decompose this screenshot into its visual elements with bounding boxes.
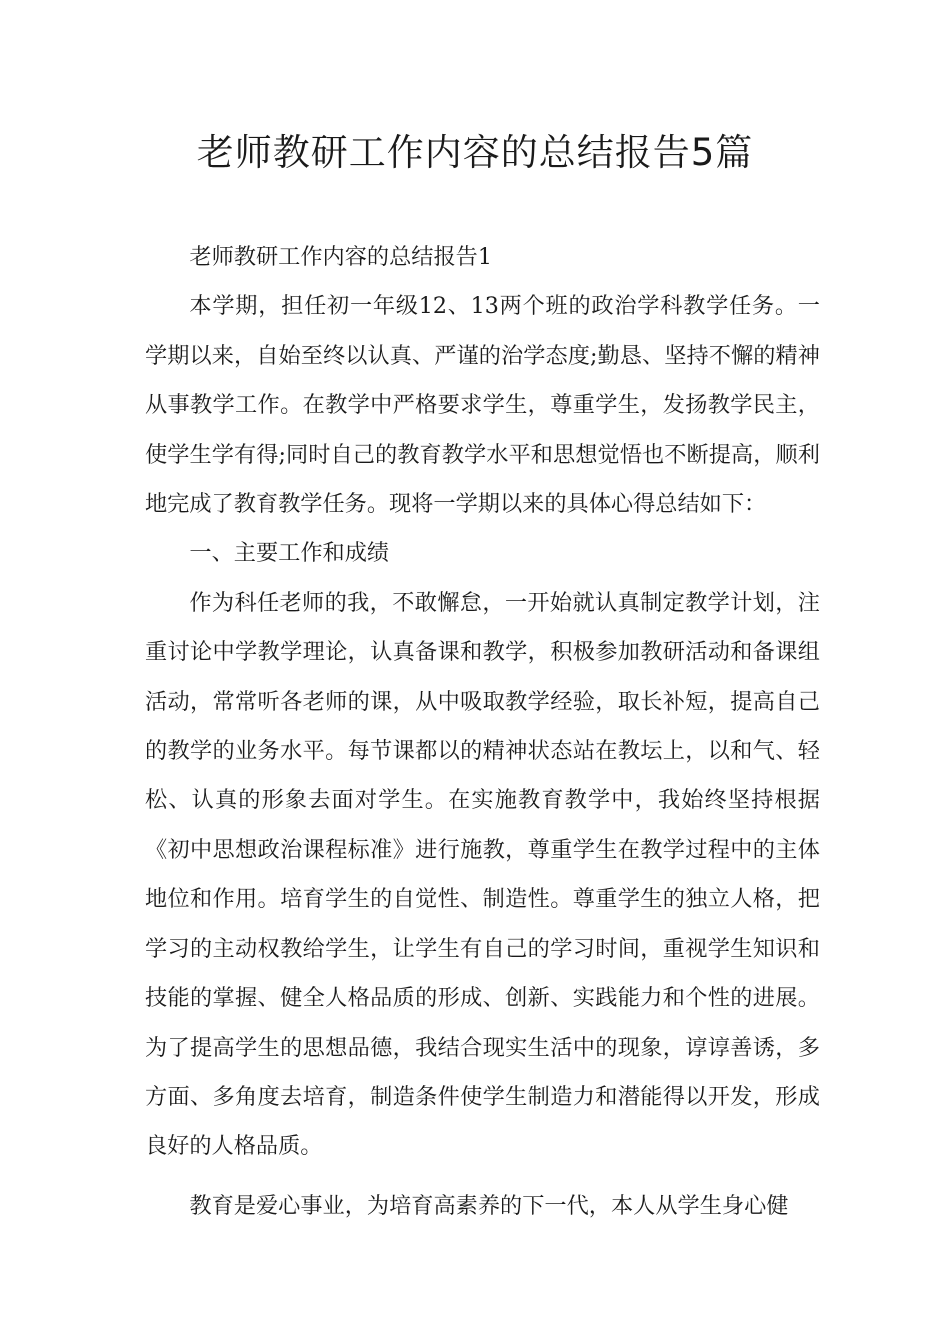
body-paragraph: 作为科任老师的我，不敢懈怠，一开始就认真制定教学计划，注重讨论中学教学理论，认真备课和教学，积极参加教研活动和备课组活动，常常听各老师的课，从中吸取教学经验，取长补短，提高自己的教学的业务水平。每节课都以的精神状态站在教坛上，以和气、轻松、认真的形象去面对学生。在实施教育教学中，我始终坚持根据《初中思想政治课程标准》进行施教，尊重学生在教学过程中的主体地位和作用。培育学生的自觉性、制造性。尊重学生的独立人格，把学习的主动权教给学生，让学生有自己的学习时间，重视学生知识和技能的掌握、健全人格品质的形成、创新、实践能力和个性的进展。为了提高学生的思想品德，我结合现实生活中的现象，谆谆善诱，多方面、多角度去培育，制造条件使学生制造力和潜能得以开发，形成良好的人格品质。 <box>145 589 820 1160</box>
body-paragraph: 本学期，担任初一年级12、13两个班的政治学科教学任务。一学期以来，自始至终以认真、严谨的治学态度;勤恳、坚持不懈的精神从事教学工作。在教学中严格要求学生，尊重学生，发扬教学民主，使学生学有得;同时自己的教育教学水平和思想觉悟也不断提高，顺利地完成了教育教学任务。现将一学期以来的具体心得总结如下： <box>145 293 820 518</box>
section-heading: 老师教研工作内容的总结报告1 <box>189 244 492 270</box>
subsection-heading: 一、主要工作和成绩 <box>189 540 390 567</box>
document-title: 老师教研工作内容的总结报告5篇 <box>196 131 754 174</box>
document-body <box>145 233 820 1231</box>
body-paragraph: 教育是爱心事业，为培育高素养的下一代，本人从学生身心健 <box>189 1192 789 1219</box>
